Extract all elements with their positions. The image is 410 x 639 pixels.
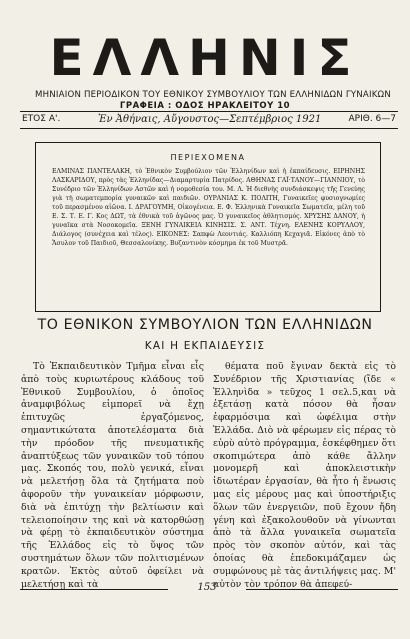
article-title: ΤΟ ΕΘΝΙΚΟΝ ΣΥΜΒΟΥΛΙΟΝ ΤΩΝ ΕΛΛΗΝΙΔΩΝ [37, 317, 373, 333]
article-subtitle: ΚΑΙ Η ΕΚΠΑΙΔΕΥΣΙΣ [144, 340, 266, 352]
dateline-issue-number: ΑΡΙΘ. 6—7 [348, 114, 396, 124]
footer-rule-left [20, 589, 168, 591]
toc-text: ΕΛΜΙΝΑΣ ΠΑΝΤΕΛΑΚΗ, τὸ Ἐθνικὸν Συμβούλιον τῶν Ἑλληνίδων καὶ ἡ ἐκπαίδευσις. ΕΙΡΗΝΗΣ ΛΑΣΚΑΡΙΔΟΥ, πρὸς τὰς Ἑλληνίδας—Διαμαρτυρία Πατρίδος. ΑΘΗΝΑΣ ΓΑΪ·ΤΑΝΟΥ—ΓΙΑΝΝΙΟΥ, τὸ Συνέδριο τῶν Ἑλληνίδων Αστῶν καὶ ἡ νομοθεσία του. Μ. Λ. Ἡ διεθνὴς συνδιάσκεψις τῆς Γενεύης γιὰ τὴ σωματεμπορία γυναικῶν καὶ παιδιῶν. ΟΥΡΑΝΙΑΣ Κ. ΠΟΛΙΤΗ, Γυναικεῖες φυσιογνωμίες τοῦ περασμένου αἰῶνα. Ι. ΔΡΑΓΟΥΜΗ, Οἰκογένεια. Ε. Φ. Ἑλληνικὰ Γυναικεῖα Σωματεῖα, μέλη τοῦ Ε. Σ. Τ. Ε. Γ. Κος ΔΩΤ, τὰ ἐθνικὰ τοῦ ἀγῶνος μας. Ὁ γυναικεῖος ἀθλητισμός. ΧΡΥΣΗΣ ΔΑΝΟΥ, ἡ γυναῖκα στὰ Νοσοκομεῖα. ΞΕΝΗ ΓΥΝΑΙΚΕΙΑ ΚΙΝΗΣΙΣ. Σ. ΑΝΤ. Τέχνη. ΕΛΕΝΗΣ ΚΟΡΥΛΛΟΥ, Διάλογος (συνέχεια καὶ τέλος). ΕΙΚΟΝΕΣ: Σαπφὼ Λεοντιάς. Καλλιόπη Κεχαγιᾶ. Εἰκόνες ἀπὸ τὸ Ἄσυλον τοῦ Παιδιοῦ, Θεσσαλονίκης. Βυζαντινὸν κόσμημα ἐκ τοῦ Μυστρᾶ. [52, 168, 365, 247]
masthead-subtitle: ΜΗΝΙΑΙΟΝ ΠΕΡΙΟΔΙΚΟΝ ΤΟΥ ΕΘΝΙΚΟΥ ΣΥΜΒΟΥΛΙΟΥ ΤΩΝ ΕΛΛΗΝΙΔΩΝ ΓΥΝΑΙΚΩΝ [35, 90, 391, 100]
page-number: 153 [197, 582, 217, 593]
toc-title: ΠΕΡΙΕΧΟΜΕΝΑ [170, 153, 246, 162]
dateline-bottom-rule [20, 128, 398, 129]
dateline-place-date: Ἐν Ἀθήναις, Αὔγουστος—Σεπτέμβριος 1921 [98, 114, 322, 125]
dateline-top-rule [20, 111, 398, 112]
offices-address: ΓΡΑΦΕΙΑ : ΟΔΟΣ ΗΡΑΚΛΕΙΤΟΥ 10 [119, 101, 291, 111]
article-paragraph-left: Τὸ Ἐκπαιδευτικὸν Τμῆμα εἶναι εἷς ἀπὸ τοὺς κυριωτέρους κλάδους τοῦ Ἐθνικοῦ Συμβουλίου, ὁ ὁποῖος ἀναμφιβόλως εἰμπορεῖ νὰ ἔχῃ ἐπιτυχῶς ἐργαζόμενος, σημαντικώτατα ἀποτελέσματα διὰ τὴν πρόοδον τῆς πνευματικῆς ἀναπτύξεως τῶν γυναικῶν τοῦ τόπου μας. Σκοπός του, πολὺ γενικά, εἶναι νὰ μελετήσῃ ὅλα τὰ ζητήματα ποὺ ἀφοροῦν τὴν γυναικείαν μόρφωσιν, διὰ νὰ ἐπιτύχῃ τὴν βελτίωσιν καὶ τελειοποίησιν της καὶ νὰ κατορθώσῃ νὰ φέρῃ τὸ ἐκπαιδευτικὸν σύστημα τῆς Ἑλλάδος εἰς τὸ ὕψος τῶν συστημάτων ὅλων τῶν πολιτισμένων κρατῶν. Ἐκτὸς αὐτοῦ ὀφείλει νὰ μελετήσῃ καὶ τὰ [21, 361, 204, 590]
table-of-contents-box [35, 142, 381, 312]
article-column-left [21, 361, 204, 590]
masthead-title: ΕΛΛΗΝΙΣ [49, 29, 361, 87]
footer-rule-right [246, 589, 398, 591]
dateline-year: ΕΤΟΣ Α'. [22, 114, 61, 124]
dateline [20, 114, 398, 128]
article-column-right [213, 361, 396, 590]
article-paragraph-right: θέματα ποῦ ἔγιναν δεκτὰ εἰς τὸ Συνέδριον τῆς Χριστιανίας (ἴδε « Ἑλληνὶδα » τεῦχος 1 σελ.5,και νὰ ἐξετάσῃ κατὰ πόσον θὰ ἦσαν ἐφαρμόσιμα καὶ ὠφέλιμα στὴν Ἑλλάδα. Διὸ νὰ φέρωμεν εἰς πέρας τὸ εὐρὺ αὐτὸ πρόγραμμα, ἐσκέφθημεν ὅτι σκοπιμώτερα ἀπὸ κάθε ἄλλην μονομερῆ καὶ ἀποκλειστικὴν ἰδιωτέραν ἐργασίαν, θὰ ἦτο ἡ ἕνωσις μας εἰς μέρους μας καὶ ὑποστήριξις ὅλων τῶν ἐνεργειῶν, ποῦ ἔχουν ἤδη γένη καὶ ἐξακολουθοῦν νὰ γίνωνται ἀπὸ τὰ ἄλλα γυναικεῖα σωματεῖα πρὸς τὸν σκοπὸν αὐτόν, καὶ τὰς ὁποίας θὰ ἐπεδοκιμάζαμεν ὡς συμφώνους μὲ τὰς ἀντιλήψεις μας. Μ' αὐτὸν τὸν τρόπον θὰ ἀπεφεύ- [213, 361, 396, 590]
